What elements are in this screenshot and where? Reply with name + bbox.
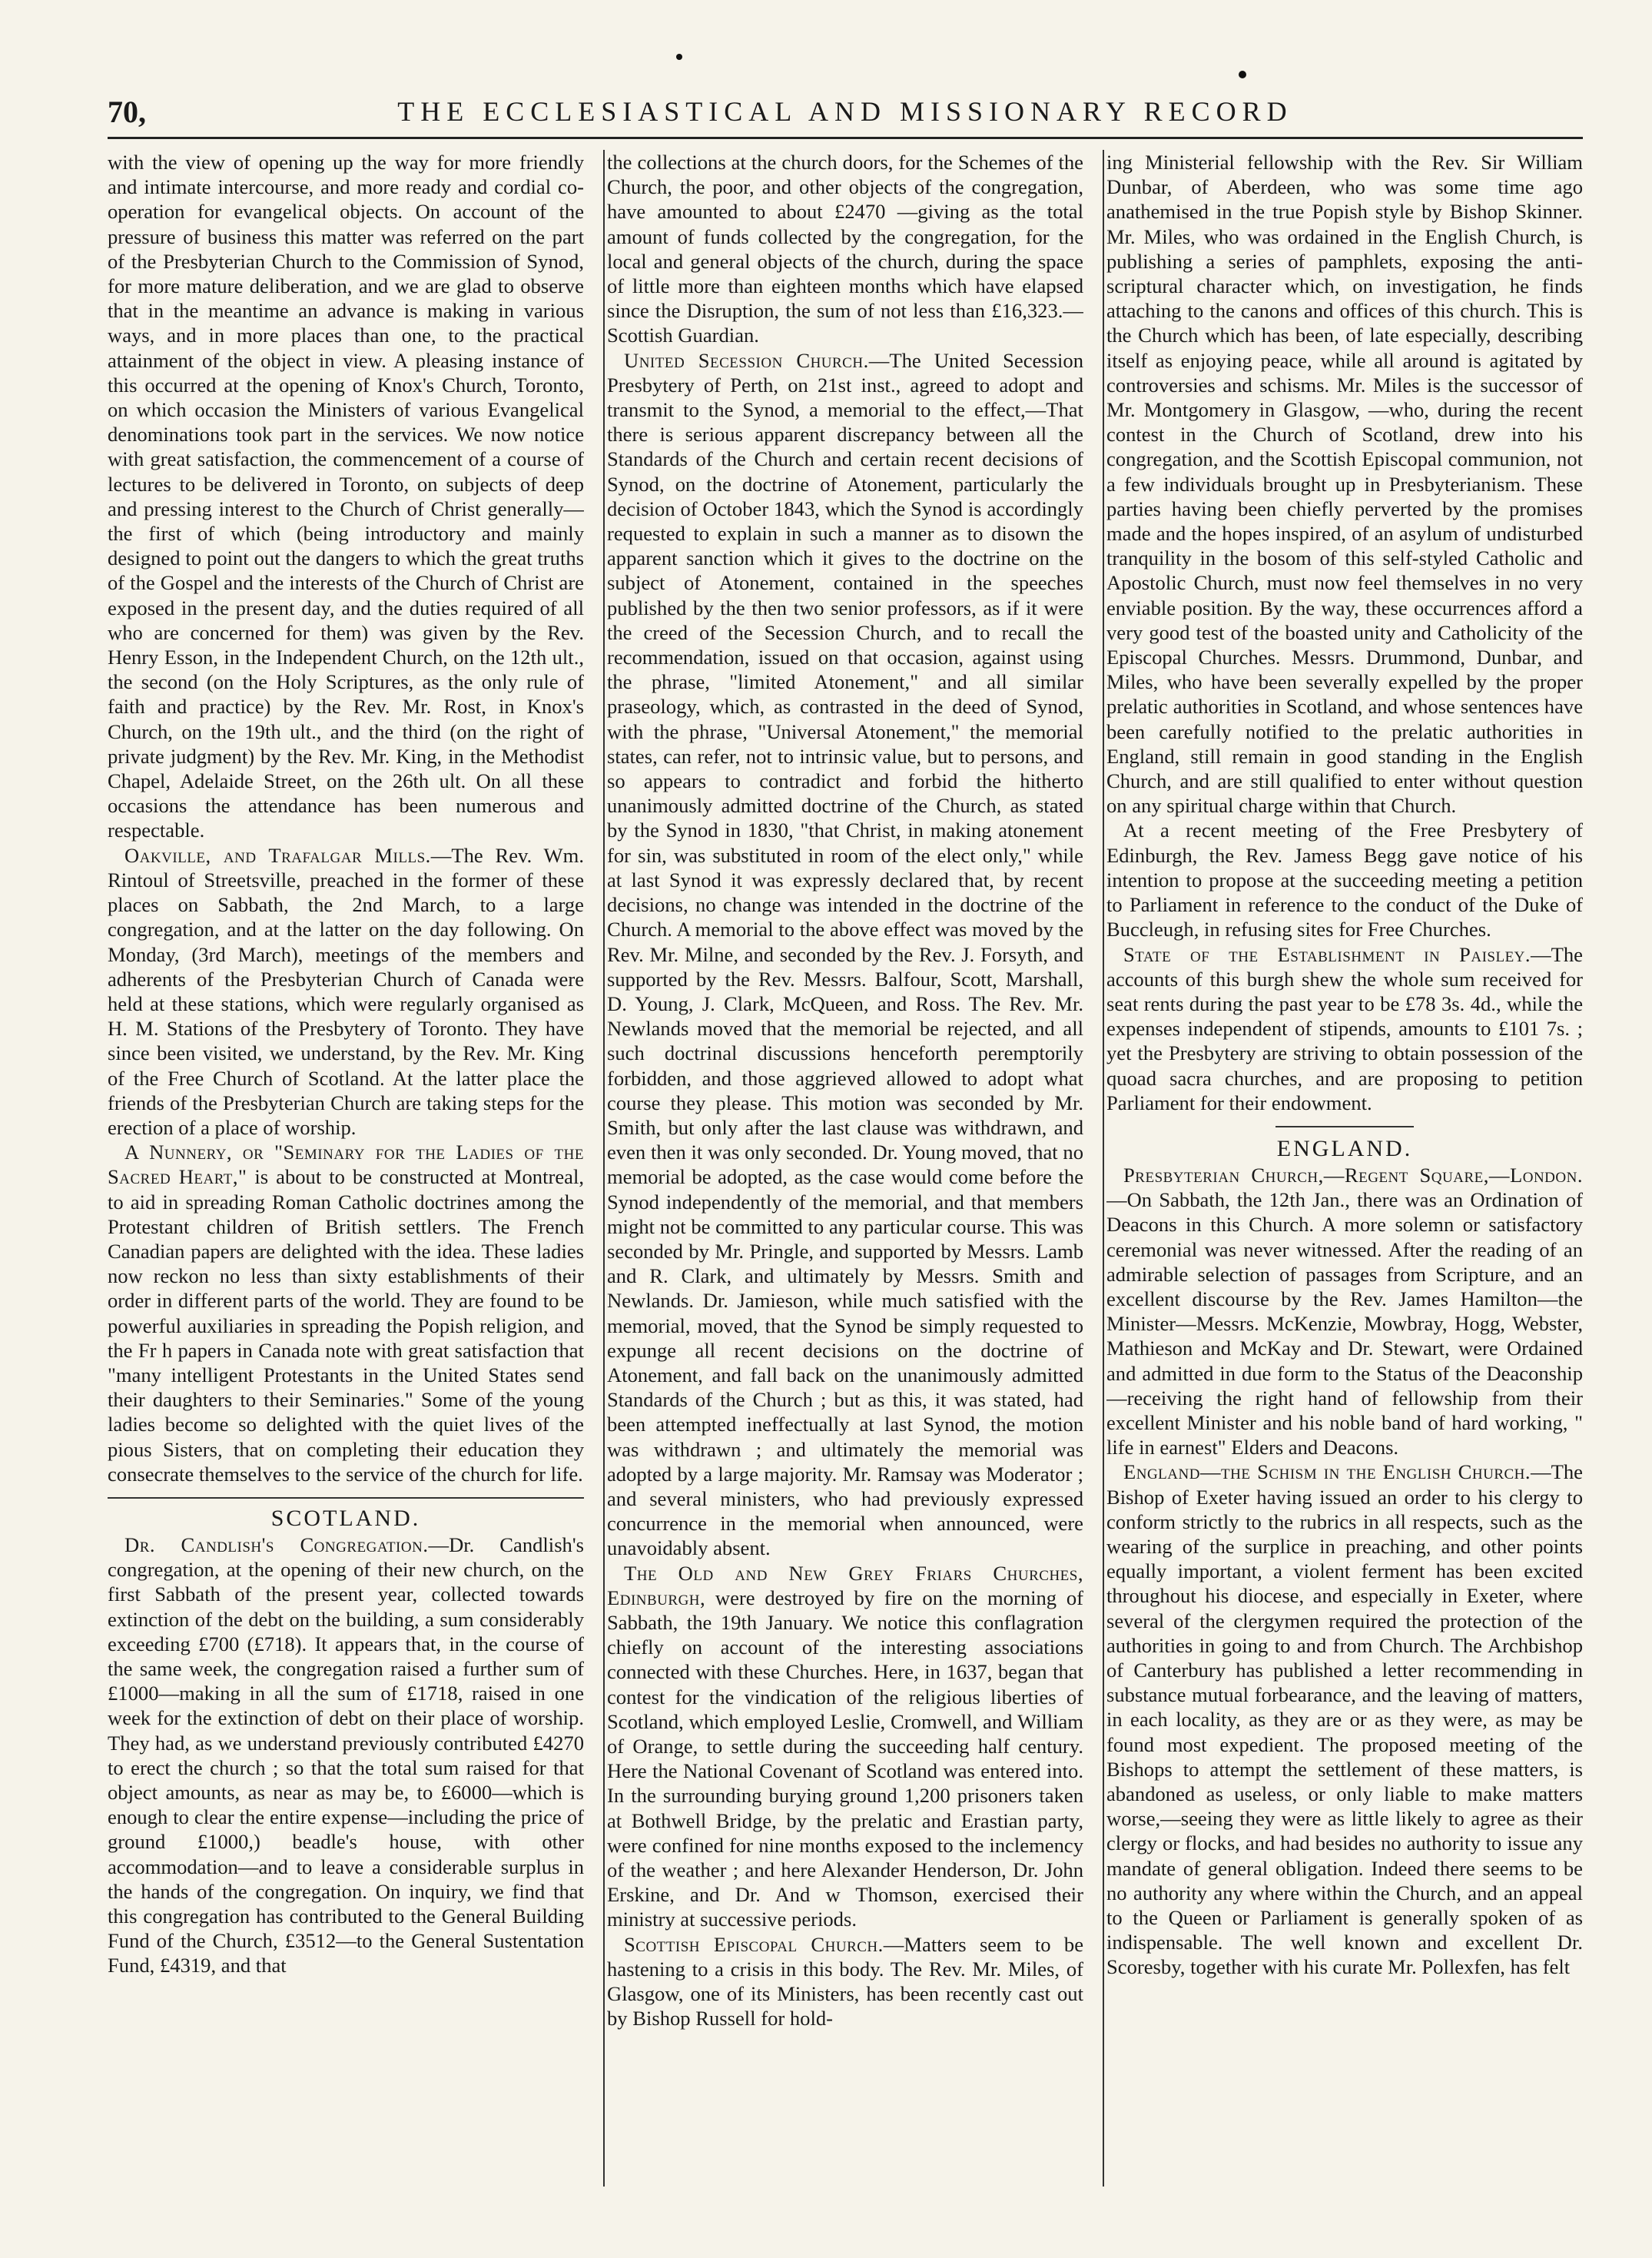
paragraph: the collections at the church doors, for the Schemes of the Church, the poor, and other objects of the congregation, have amounted to about £2470 —giving as the total amount of funds collected by the congregation, for the local and general objects of the church, during the space of little more than eighteen months which have elapsed since the Disruption, the sum of not less than £16,323.—Scottish Guardian.: [607, 151, 1083, 347]
paragraph-lead: Presbyterian Church,—Regent Square,—London.: [1123, 1163, 1583, 1187]
section-divider: [108, 1497, 584, 1499]
paragraph-body: is about to be constructed at Montreal, to aid in spreading Roman Catholic doctrines among the Protestant children of British settlers. The French Canadian papers are delighted with the idea. These ladies now reckon no less than sixty establishments of their order in different parts of the world. They are found to be powerful auxiliaries in spreading the Popish religion, and the Fr h papers in Canada note with great satisfaction that "many intelligent Protestants in the United States send their daughters to their Seminaries." Some of the young ladies become so delighted with the quiet lives of the pious Sisters, that on completing their education they consecrate themselves to the service of the church for life.: [108, 1165, 584, 1486]
paragraph-lead: The Old and New Grey Friars Churches, Edinburgh,: [607, 1561, 1083, 1609]
paragraph-lead: Oakville, and Trafalgar Mills.: [124, 843, 431, 867]
article-columns: [108, 150, 1583, 2187]
print-speck: [1239, 71, 1246, 78]
paragraph-body: —The United Secession Presbytery of Perth, on 21st inst., agreed to adopt and transmit to the Synod, a memorial to the effect,—That there is serious apparent discrepancy between all the Standards of the Church and certain recent decisions of Synod, on the doctrine of Atonement, particularly the decision of October 1843, which the Synod is accordingly requested to explain in such a manner as to disown the apparent sanction which it gives to the doctrine on the subject of Atonement, contained in the speeches published by the then two senior professors, as if it were the creed of the Secession Church, and to recall the recommendation, issued on that occasion, against using the phrase, "limited Atonement," and all similar praseology, which, as contrasted in the deed of Synod, with the phrase, "Universal Atonement," the memorial states, can refer, not to intrinsic value, but to persons, and so appears to contradict and forbid the hitherto unanimously admitted doctrine of the Church, as stated by the Synod in 1830, "that Christ, in making atonement for sin, was substituted in room of the elect only," while at last Synod it was expressly declared that, by recent decisions, no change was intended in the doctrine of the Church. A memorial to the above effect was moved by the Rev. Mr. Milne, and seconded by the Rev. J. Forsyth, and supported by the Rev. Messrs. Balfour, Scott, Marshall, D. Young, J. Clark, McQueen, and Ross. The Rev. Mr. Newlands moved that the memorial be rejected, and all such doctrinal discussions henceforth peremptorily forbidden, and those aggrieved allowed to adopt what course they please. This motion was seconded by Mr. Smith, but only after the last clause was withdrawn, and even then it was only seconded. Dr. Young moved, that no memorial be adopted, as the case would come before the Synod independently of the memorial, and that members might not be committed to any particular course. This was seconded by Mr. Pringle, and supported by Messrs. Lamb and R. Clark, and ultimately by Messrs. Smith and Newlands. Dr. Jamieson, while much satisfied with the memorial, moved, that the Synod be simply requested to expunge all recent decisions on the doctrine of Atonement, and fall back on the unanimously admitted Standards of the Church ; but as this, it was stated, had been attempted ineffectually at last Synod, the motion was withdrawn ; and ultimately the memorial was adopted by a large majority. Mr. Ramsay was Moderator ; and several ministers, who had previously expressed concurrence in the memorial when announced, were unavoidably absent.: [607, 348, 1083, 1560]
paragraph-body: were destroyed by fire on the morning of Sabbath, the 19th January. We notice this conflagration chiefly on account of the interesting associations connected with these Churches. Here, in 1637, began that contest for the vindication of the religious liberties of Scotland, which employed Leslie, Cromwell, and William of Orange, to settle during the succeeding half century. Here the National Covenant of Scotland was entered into. In the surrounding burying ground 1,200 prisoners taken at Bothwell Bridge, by the prelatic and Erastian party, were confined for nine months exposed to the inclemency of the weather ; and here Alexander Henderson, Dr. John Erskine, and Dr. And w Thomson, exercised their ministry at successive periods.: [607, 1586, 1083, 1931]
running-title: THE ECCLESIASTICAL AND MISSIONARY RECORD: [397, 96, 1293, 127]
paragraph-body: —The Bishop of Exeter having issued an order to his clergy to conform strictly to the rubrics in all respects, such as the wearing of the surplice in preaching, and other points equally important, a violent ferment has been excited throughout his diocese, and especially in Exeter, where several of the clergymen required the protection of the authorities in going to and from Church. The Archbishop of Canterbury has published a letter recommending in substance mutual forbearance, and the leaving of matters, in each locality, as they are or as they were, as may be found most expedient. The proposed meeting of the Bishops to attempt the settlement of these matters, is abandoned as useless, or only liable to make matters worse,—seeing they were as little likely to agree as their clergy or flocks, and had besides no authority to issue any mandate of general obligation. Indeed there seems to be no authority any where within the Church, and an appeal to the Queen or Parliament is generally spoken of as indispensable. The well known and excellent Dr. Scoresby, together with his curate Mr. Pollexfen, has felt: [1106, 1460, 1583, 1979]
section-heading-england: ENGLAND.: [1276, 1135, 1413, 1161]
paragraph-lead: United Secession Church.: [624, 348, 869, 372]
paragraph: At a recent meeting of the Free Presbytery of Edinburgh, the Rev. Jamess Begg gave notice of his intention to propose at the succeeding meeting a petition to Parliament in reference to the conduct of the Duke of Buccleugh, in refusing sites for Free Churches.: [1106, 819, 1583, 941]
paragraph: [1106, 942, 1583, 1115]
column-3: [1106, 150, 1583, 2187]
page-header: [108, 91, 1583, 139]
paragraph: [108, 1532, 584, 1978]
paragraph: [1106, 1459, 1583, 1979]
paragraph-lead: Dr. Candlish's Congregation.: [124, 1532, 429, 1556]
paragraph: [607, 1932, 1083, 2031]
paragraph-body: —The Rev. Wm. Rintoul of Streetsville, preached in the former of these places on Sabbath, the 2nd March, to a large congregation, and at the latter on the day following. On Monday, (3rd March), meetings of the members and adherents of the Presbyterian Church of Canada were held at these stations, which were regularly organised as H. M. Stations of the Presbytery of Toronto. They have since been visited, we understand, by the Rev. Mr. King of the Free Church of Scotland. At the latter place the friends of the Presbyterian Church are taking steps for the erection of a place of worship.: [108, 843, 584, 1139]
paragraph: ing Ministerial fellowship with the Rev. Sir William Dunbar, of Aberdeen, who was some time ago anathemised in the true Popish style by Bishop Skinner. Mr. Miles, who was ordained in the English Church, is publishing a series of pamphlets, exposing the anti-scriptural character which, on investigation, he finds attaching to the canons and offices of this church. This is the Church which has been, of late especially, describing itself as enjoying peace, while all around is agitated by controversies and schisms. Mr. Miles is the successor of Mr. Montgomery in Glasgow, —who, during the recent contest in the Church of Scotland, drew into his congregation, and the Scottish Episcopal communion, not a few individuals brought up in Presbyterianism. These parties having been chiefly perverted by the promises made and the hopes inspired, of an asylum of undisturbed tranquility in the bosom of this self-styled Catholic and Apostolic Church, must now feel themselves in no very enviable position. By the way, these occurrences afford a very good test of the boasted unity and Catholicity of the Episcopal Churches. Messrs. Drummond, Dunbar, and Miles, who have been severally expelled by the proper prelatic authorities in Scotland, and whose sentences have been carefully notified to the prelatic authorities in England, still remain in good standing in the English Church, and are still qualified to enter without question on any spiritual charge within that Church.: [1106, 151, 1583, 818]
paragraph: with the view of opening up the way for more friendly and intimate intercourse, and more ready and cordial co-operation for evangelical objects. On account of the pressure of business this matter was referred on the part of the Presbyterian Church to the Commission of Synod, for more mature deliberation, and we are glad to observe that in the meantime an advance is making in various ways, and in more places than one, to the practical attainment of the object in view. A pleasing instance of this occurred at the opening of Knox's Church, Toronto, on which occasion the Ministers of various Evangelical denominations took part in the services. We now notice with great satisfaction, the commencement of a course of lectures to be delivered in Toronto, on subjects of deep and pressing interest to the Church of Christ generally—the first of which (being introductory and mainly designed to point out the dangers to which the great truths of the Gospel and the interests of the Church of Christ are exposed in the present day, and the duties required of all who are concerned for them) was given by the Rev. Henry Esson, in the Independent Church, on the 12th ult., the second (on the Holy Scriptures, as the only rule of faith and practice) by the Rev. Mr. Rost, in Knox's Church, on the 19th ult., and the third (on the right of private judgment) by the Rev. Mr. King, in the Methodist Chapel, Adelaide Street, on the 26th ult. On all these occasions the attendance has been numerous and respectable.: [108, 151, 584, 842]
page-number: 70,: [108, 95, 146, 129]
paragraph: [607, 348, 1083, 1561]
paragraph-body: —On Sabbath, the 12th Jan., there was an Ordination of Deacons in this Church. A more solemn or satisfactory ceremonial was never witnessed. After the reading of an admirable selection of passages from Scripture, and an excellent discourse by the Rev. James Hamilton—the Minister—Messrs. McKenzie, Mowbray, Hogg, Webster, Mathieson and McKay and Dr. Stewart, were Ordained and admitted in due form to the Status of the Deaconship—receiving the right hand of fellowship from their excellent Minister and his noble band of hard working, " life in earnest" Elders and Deacons.: [1106, 1188, 1583, 1459]
paragraph-lead: A Nunnery, or "Seminary for the Ladies of the Sacred Heart,": [108, 1141, 584, 1189]
paragraph-lead: Scottish Episcopal Church.: [624, 1932, 884, 1956]
paragraph-body: —Matters seem to be hastening to a crisis in this body. The Rev. Mr. Miles, of Glasgow, one of its Ministers, has been recently cast out by Bishop Russell for hold-: [607, 1932, 1083, 2031]
paragraph: [607, 1561, 1083, 1932]
column-2: [607, 150, 1083, 2187]
paragraph-lead: England—the Schism in the English Church.: [1123, 1460, 1531, 1484]
print-speck: [676, 54, 682, 60]
paragraph-body: —Dr. Candlish's congregation, at the opening of their new church, on the first Sabbath of the present year, collected towards extinction of the debt on the building, a sum considerably exceeding £700 (£718). It appears that, in the course of the same week, the congregation raised a further sum of £1000—making in all the sum of £1718, raised in one week for the extinction of debt on their place of worship. They had, as we understand previously contributed £4270 to erect the church ; so that the total sum raised for that object amounts, as near as may be, to £6000—which is enough to clear the entire expense—including the price of ground £1000,) beadle's house, with other accommodation—and to leave a considerable surplus in the hands of the congregation. On inquiry, we find that this congregation has contributed to the General Building Fund of the Church, £3512—to the General Sustentation Fund, £4319, and that: [108, 1532, 584, 1977]
paragraph: [108, 843, 584, 1140]
section-heading-scotland: SCOTLAND.: [270, 1505, 421, 1531]
section-divider: [1275, 1126, 1414, 1127]
paragraph: [108, 1140, 584, 1486]
column-1: [108, 150, 584, 2187]
paragraph-body: —The accounts of this burgh shew the whole sum received for seat rents during the past year to be £78 3s. 4d., while the expenses independent of stipends, amounts to £101 7s. ; yet the Presbytery are striving to obtain possession of the quoad sacra churches, and are proposing to petition Parliament for their endowment.: [1106, 942, 1583, 1114]
paragraph: [1106, 1163, 1583, 1459]
paragraph-lead: State of the Establishment in Paisley.: [1123, 942, 1531, 966]
